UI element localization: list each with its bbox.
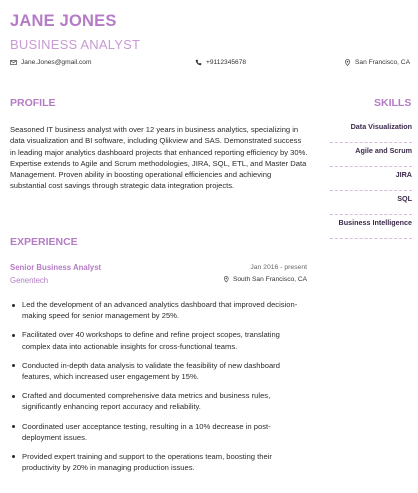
phone-icon [195, 59, 202, 66]
job-title: Senior Business Analyst [10, 263, 102, 272]
job-dates: Jan 2016 - present [250, 264, 307, 271]
list-item: Crafted and documented comprehensive data metrics and business rules, significantly enhancing report accuracy and reliability. [12, 390, 306, 413]
list-item: Led the development of an advanced analytics dashboard that improved decision-making speed for senior management by 25%. [12, 299, 306, 322]
skill-item [330, 119, 412, 143]
contact-phone[interactable] [195, 59, 246, 66]
skill-label: Agile and Scrum [355, 146, 412, 155]
resume-title: BUSINESS ANALYST [10, 37, 141, 52]
resume-name: JANE JONES [10, 12, 117, 30]
skills-list [330, 119, 412, 239]
job-company: Genentech [10, 276, 49, 285]
profile-heading: PROFILE [10, 97, 56, 109]
list-item: Facilitated over 40 workshops to define and refine project scopes, translating complex data into actionable insights for cross-functional teams. [12, 329, 306, 352]
list-item: Coordinated user acceptance testing, resulting in a 10% decrease in post-deployment issues. [12, 421, 306, 444]
skills-heading: SKILLS [374, 97, 412, 109]
location-pin-icon [223, 276, 230, 283]
contact-email[interactable] [10, 59, 91, 66]
skill-item [330, 167, 412, 191]
contact-location-text: San Francisco, CA [355, 59, 410, 66]
skill-item [330, 143, 412, 167]
list-item: Conducted in-depth data analysis to validate the feasibility of new dashboard features, which increased user engagement by 15%. [12, 360, 306, 383]
contact-phone-text: +9112345678 [206, 59, 247, 66]
job-bullets [12, 299, 306, 481]
skill-label: SQL [397, 194, 412, 203]
skill-label: Business Intelligence [338, 218, 412, 227]
skill-item [330, 215, 412, 239]
location-pin-icon [344, 59, 351, 66]
list-item: Provided expert training and support to the operations team, boosting their productivity by 20% in managing production issues. [12, 451, 306, 474]
contact-location [344, 59, 410, 66]
mail-icon [10, 59, 17, 66]
skill-item [330, 191, 412, 215]
job-location-text: South San Francisco, CA [232, 276, 307, 283]
job-location [223, 276, 307, 283]
contact-email-text: Jane.Jones@gmail.com [21, 59, 92, 66]
skill-label: Data Visualization [350, 122, 412, 131]
skill-label: JIRA [395, 170, 412, 179]
profile-summary: Seasoned IT business analyst with over 12 years in business analytics, specializing in data visualization and BI software, including Qlikview and SAS. Demonstrated success in leading major analytics dashboard projects that enhanced reporting efficiency by 30%. Expertise extends to Agile and Scrum methodologies, JIRA, SQL, ETL, and Master Data Management. Proven ability in boosting operational efficiencies and achieving substantial cost savings through strategic data integration projects. [10, 125, 308, 191]
experience-heading: EXPERIENCE [10, 236, 78, 248]
